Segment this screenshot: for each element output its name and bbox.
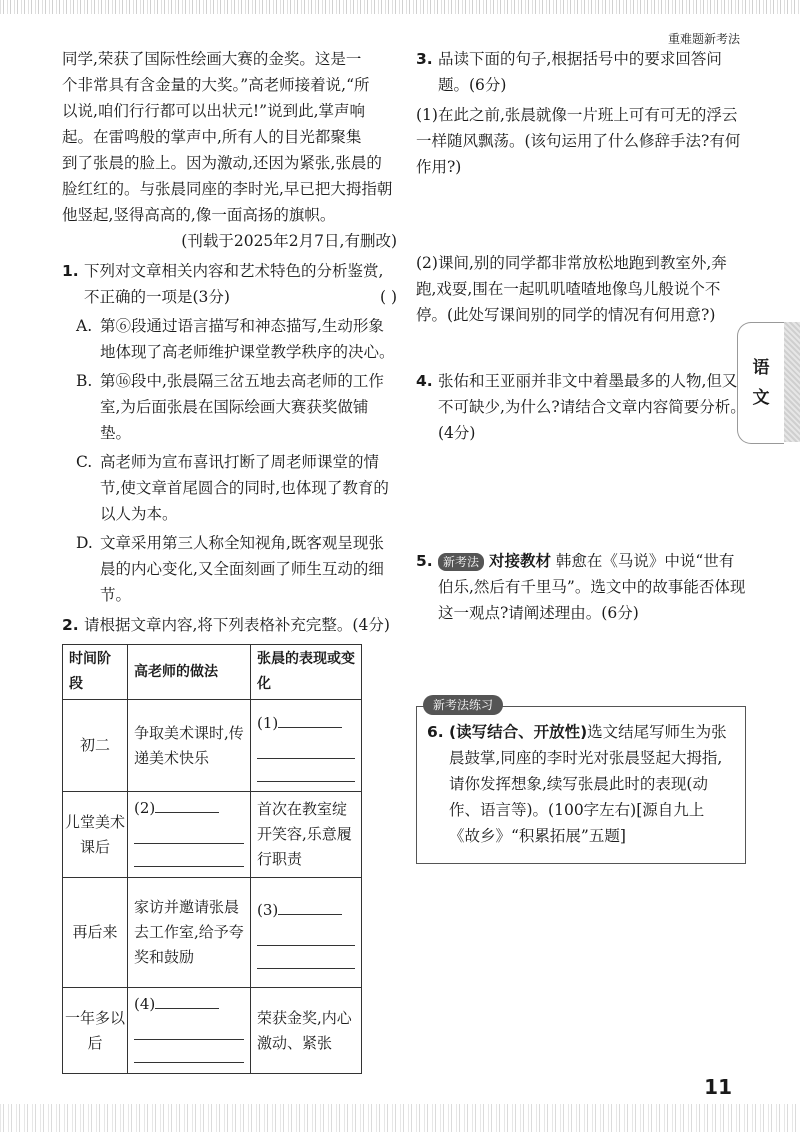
passage-line: 他竖起,竖得高高的,像一面高扬的旗帜。 (62, 206, 336, 224)
question-source: [源自九上《故乡》“积累拓展”五题] (449, 801, 705, 845)
passage-line: 以说,咱们行行都可以出状元!”说到此,掌声响 (62, 102, 366, 120)
answer-blank[interactable] (155, 794, 219, 813)
answer-blank[interactable] (134, 821, 244, 844)
table-cell-stage: 儿堂美术课后 (63, 792, 128, 878)
new-method-badge: 新考法 (438, 553, 484, 571)
question-number: 3. (416, 50, 433, 68)
question-number: 4. (416, 372, 433, 390)
question-number: 2. (62, 616, 79, 634)
subject-tab-label-1: 语 (752, 358, 770, 378)
answer-blank[interactable] (134, 844, 244, 867)
answer-blank[interactable] (155, 990, 219, 1009)
table-cell-teacher (128, 792, 251, 878)
practice-box (416, 698, 746, 864)
question-2 (62, 612, 397, 638)
answer-blank[interactable] (257, 946, 355, 969)
table-cell-zhang (251, 700, 362, 792)
option-letter: D. (76, 534, 93, 552)
table-header: 时间阶段 (63, 645, 128, 700)
question-stem: 选文结尾写师生为张晨鼓掌,同座的李时光对张晨竖起大拇指,请你发挥想象,续写张晨此时的表现(动作、语言等)。(100字左右) (449, 723, 727, 819)
question-stem: 品读下面的句子,根据括号中的要求回答问题。(6分) (438, 50, 722, 94)
question-stem: 张佑和王亚丽并非文中着墨最多的人物,但又不可缺少,为什么?请结合文章内容简要分析。(4分) (438, 372, 746, 442)
question-number: 6. (427, 723, 444, 741)
passage-line: 同学,荣获了国际性绘画大赛的金奖。这是一 (62, 50, 362, 68)
left-column (62, 46, 397, 1074)
option-text: 第⑥段通过语言描写和神态描写,生动形象地体现了高老师维护课堂教学秩序的决心。 (100, 317, 395, 361)
question-4 (416, 368, 746, 446)
table-row (63, 700, 362, 792)
question-number: 1. (62, 262, 79, 280)
answer-paren[interactable]: ( ) (379, 288, 397, 306)
question-1 (62, 258, 397, 310)
table-cell-teacher (128, 988, 251, 1074)
answer-blank[interactable] (134, 1040, 244, 1063)
passage-line: 个非常具有含金量的大奖。”高老师接着说,“所 (62, 76, 370, 94)
running-header: 重难题新考法 (667, 32, 740, 46)
table-cell-teacher: 家访并邀请张晨去工作室,给予夸奖和鼓励 (128, 878, 251, 988)
question-3-sub-1: (1)在此之前,张晨就像一片班上可有可无的浮云一样随风飘荡。(该句运用了什么修辞手法?有何作用?) (416, 106, 741, 176)
question-number: 5. (416, 552, 433, 570)
table-row (63, 792, 362, 878)
answer-blank[interactable] (278, 709, 342, 728)
fill-in-table (62, 644, 362, 1074)
scan-noise-top (0, 0, 800, 14)
table-cell-zhang: 首次在教室绽开笑容,乐意履行职责 (251, 792, 362, 878)
option-letter: C. (76, 453, 93, 471)
passage-line: 起。在雷鸣般的掌声中,所有人的目光都聚集 (62, 128, 362, 146)
blank-label: (1) (257, 714, 279, 732)
question-stem: 韩愈在《马说》中说“世有伯乐,然后有千里马”。选文中的故事能否体现这一观点?请阐述理由。(6分) (438, 552, 746, 622)
option-b[interactable] (62, 368, 397, 446)
option-text: 高老师为宣布喜讯打断了周老师课堂的情节,使文章首尾圆合的同时,也体现了教育的以人为本。 (100, 453, 389, 523)
blank-label: (3) (257, 901, 279, 919)
option-c[interactable] (62, 449, 397, 527)
question-stem: 下列对文章相关内容和艺术特色的分析鉴赏,不正确的一项是(3分) (84, 262, 384, 306)
subject-tab-label-2: 文 (752, 388, 770, 408)
table-header-row (63, 645, 362, 700)
question-3-sub-2: (2)课间,别的同学都非常放松地跑到教室外,奔跑,戏耍,围在一起叽叽喳喳地像鸟儿般说个不停。(此处写课间别的同学的情况有何用意?) (416, 254, 727, 324)
passage-ending (62, 46, 397, 254)
question-tag: 对接教材 (488, 552, 551, 570)
question-tag: (读写结合、开放性) (449, 723, 588, 741)
answer-blank[interactable] (134, 1017, 244, 1040)
answer-blank[interactable] (257, 759, 355, 782)
question-stem: 请根据文章内容,将下列表格补充完整。(4分) (84, 616, 390, 634)
question-6 (427, 719, 735, 849)
answer-blank[interactable] (278, 896, 342, 915)
scan-noise-bottom (0, 1104, 800, 1132)
passage-citation: (刊载于2025年2月7日,有删改) (181, 232, 397, 250)
practice-box-label: 新考法练习 (423, 695, 503, 715)
blank-label: (4) (134, 995, 156, 1013)
question-3 (416, 46, 746, 98)
table-cell-teacher: 争取美术课时,传递美术快乐 (128, 700, 251, 792)
option-text: 第⑯段中,张晨隔三岔五地去高老师的工作室,为后面张晨在国际绘画大赛获奖做铺垫。 (100, 372, 384, 442)
passage-line: 脸红红的。与张晨同座的李时光,早已把大拇指朝 (62, 180, 393, 198)
table-cell-stage: 再后来 (63, 878, 128, 988)
answer-blank[interactable] (257, 736, 355, 759)
table-header: 高老师的做法 (128, 645, 251, 700)
question-5 (416, 548, 746, 626)
table-row (63, 988, 362, 1074)
table-cell-zhang: 荣获金奖,内心激动、紧张 (251, 988, 362, 1074)
answer-blank[interactable] (257, 923, 355, 946)
blank-label: (2) (134, 799, 156, 817)
answer-space[interactable] (416, 180, 746, 246)
table-header: 张晨的表现或变化 (251, 645, 362, 700)
option-text: 文章采用第三人称全知视角,既客观呈现张晨的内心变化,又全面刻画了师生互动的细节。 (100, 534, 384, 604)
answer-space[interactable] (416, 446, 746, 544)
answer-space[interactable] (416, 328, 746, 364)
table-cell-zhang (251, 878, 362, 988)
option-a[interactable] (62, 313, 397, 365)
option-letter: A. (76, 317, 93, 335)
right-column (416, 46, 746, 864)
page-number: 11 (704, 1075, 732, 1099)
option-d[interactable] (62, 530, 397, 608)
table-cell-stage: 初二 (63, 700, 128, 792)
table-cell-stage: 一年多以后 (63, 988, 128, 1074)
passage-line: 到了张晨的脸上。因为激动,还因为紧张,张晨的 (62, 154, 382, 172)
table-row (63, 878, 362, 988)
option-letter: B. (76, 372, 93, 390)
